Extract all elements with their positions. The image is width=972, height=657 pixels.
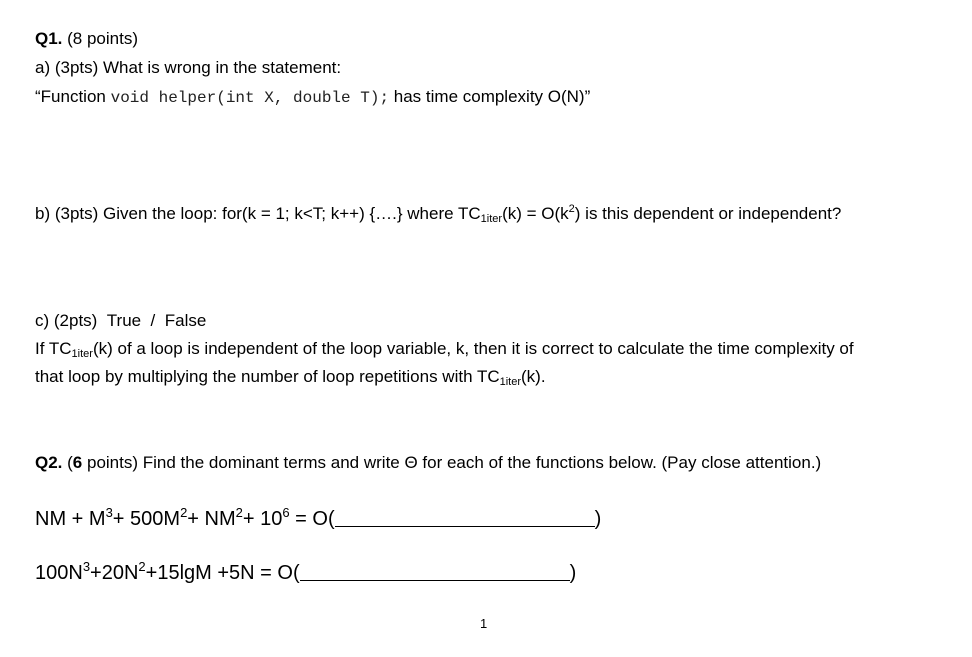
q1c-header: c) (2pts) True / False	[35, 311, 207, 330]
q2-title: Q2. (6 points) Find the dominant terms and write Θ for each of the functions below. (Pay close attention.)	[35, 453, 822, 472]
q1a-statement: “Function void helper(int X, double T); has time complexity O(N)”	[35, 87, 591, 107]
q1c-line-1: If $TC_{1iter}(k)$ of a loop is independent of the loop variable, k, then it is correct to calculate the time complexity of	[35, 339, 854, 360]
q1-label: Q1.	[35, 29, 63, 48]
equation-1: NM + $M^3+ 500M^2+ NM^2+ 10^6 = O$( )	[35, 505, 602, 530]
q1-title	[35, 29, 138, 49]
page-number: 1	[480, 616, 488, 631]
code-snippet: void helper(int X, double T);	[110, 89, 390, 107]
q1-points: (8 points)	[62, 29, 138, 48]
q2-label: Q2.	[35, 453, 63, 472]
q1c-line-2: that loop by multiplying the number of loop repetitions with $TC_{1iter}(k)$.	[35, 367, 546, 388]
answer-blank-1[interactable]	[335, 508, 595, 527]
equation-2: $100N^3+20N^2+15\lg M +5N = O$( )	[35, 559, 577, 584]
q2-instruction: Find the dominant terms and write Θ for each of the functions below. (Pay close attention.)	[138, 453, 822, 472]
answer-blank-2[interactable]	[300, 562, 570, 581]
q1a-prompt: a) (3pts) What is wrong in the statement:	[35, 58, 342, 77]
q1b-question: b) (3pts) Given the loop: for(k = 1; k<T; k++) {….} where $TC_{1iter}(k) = O(k^2)$ is this dependent or independent?	[35, 203, 842, 225]
